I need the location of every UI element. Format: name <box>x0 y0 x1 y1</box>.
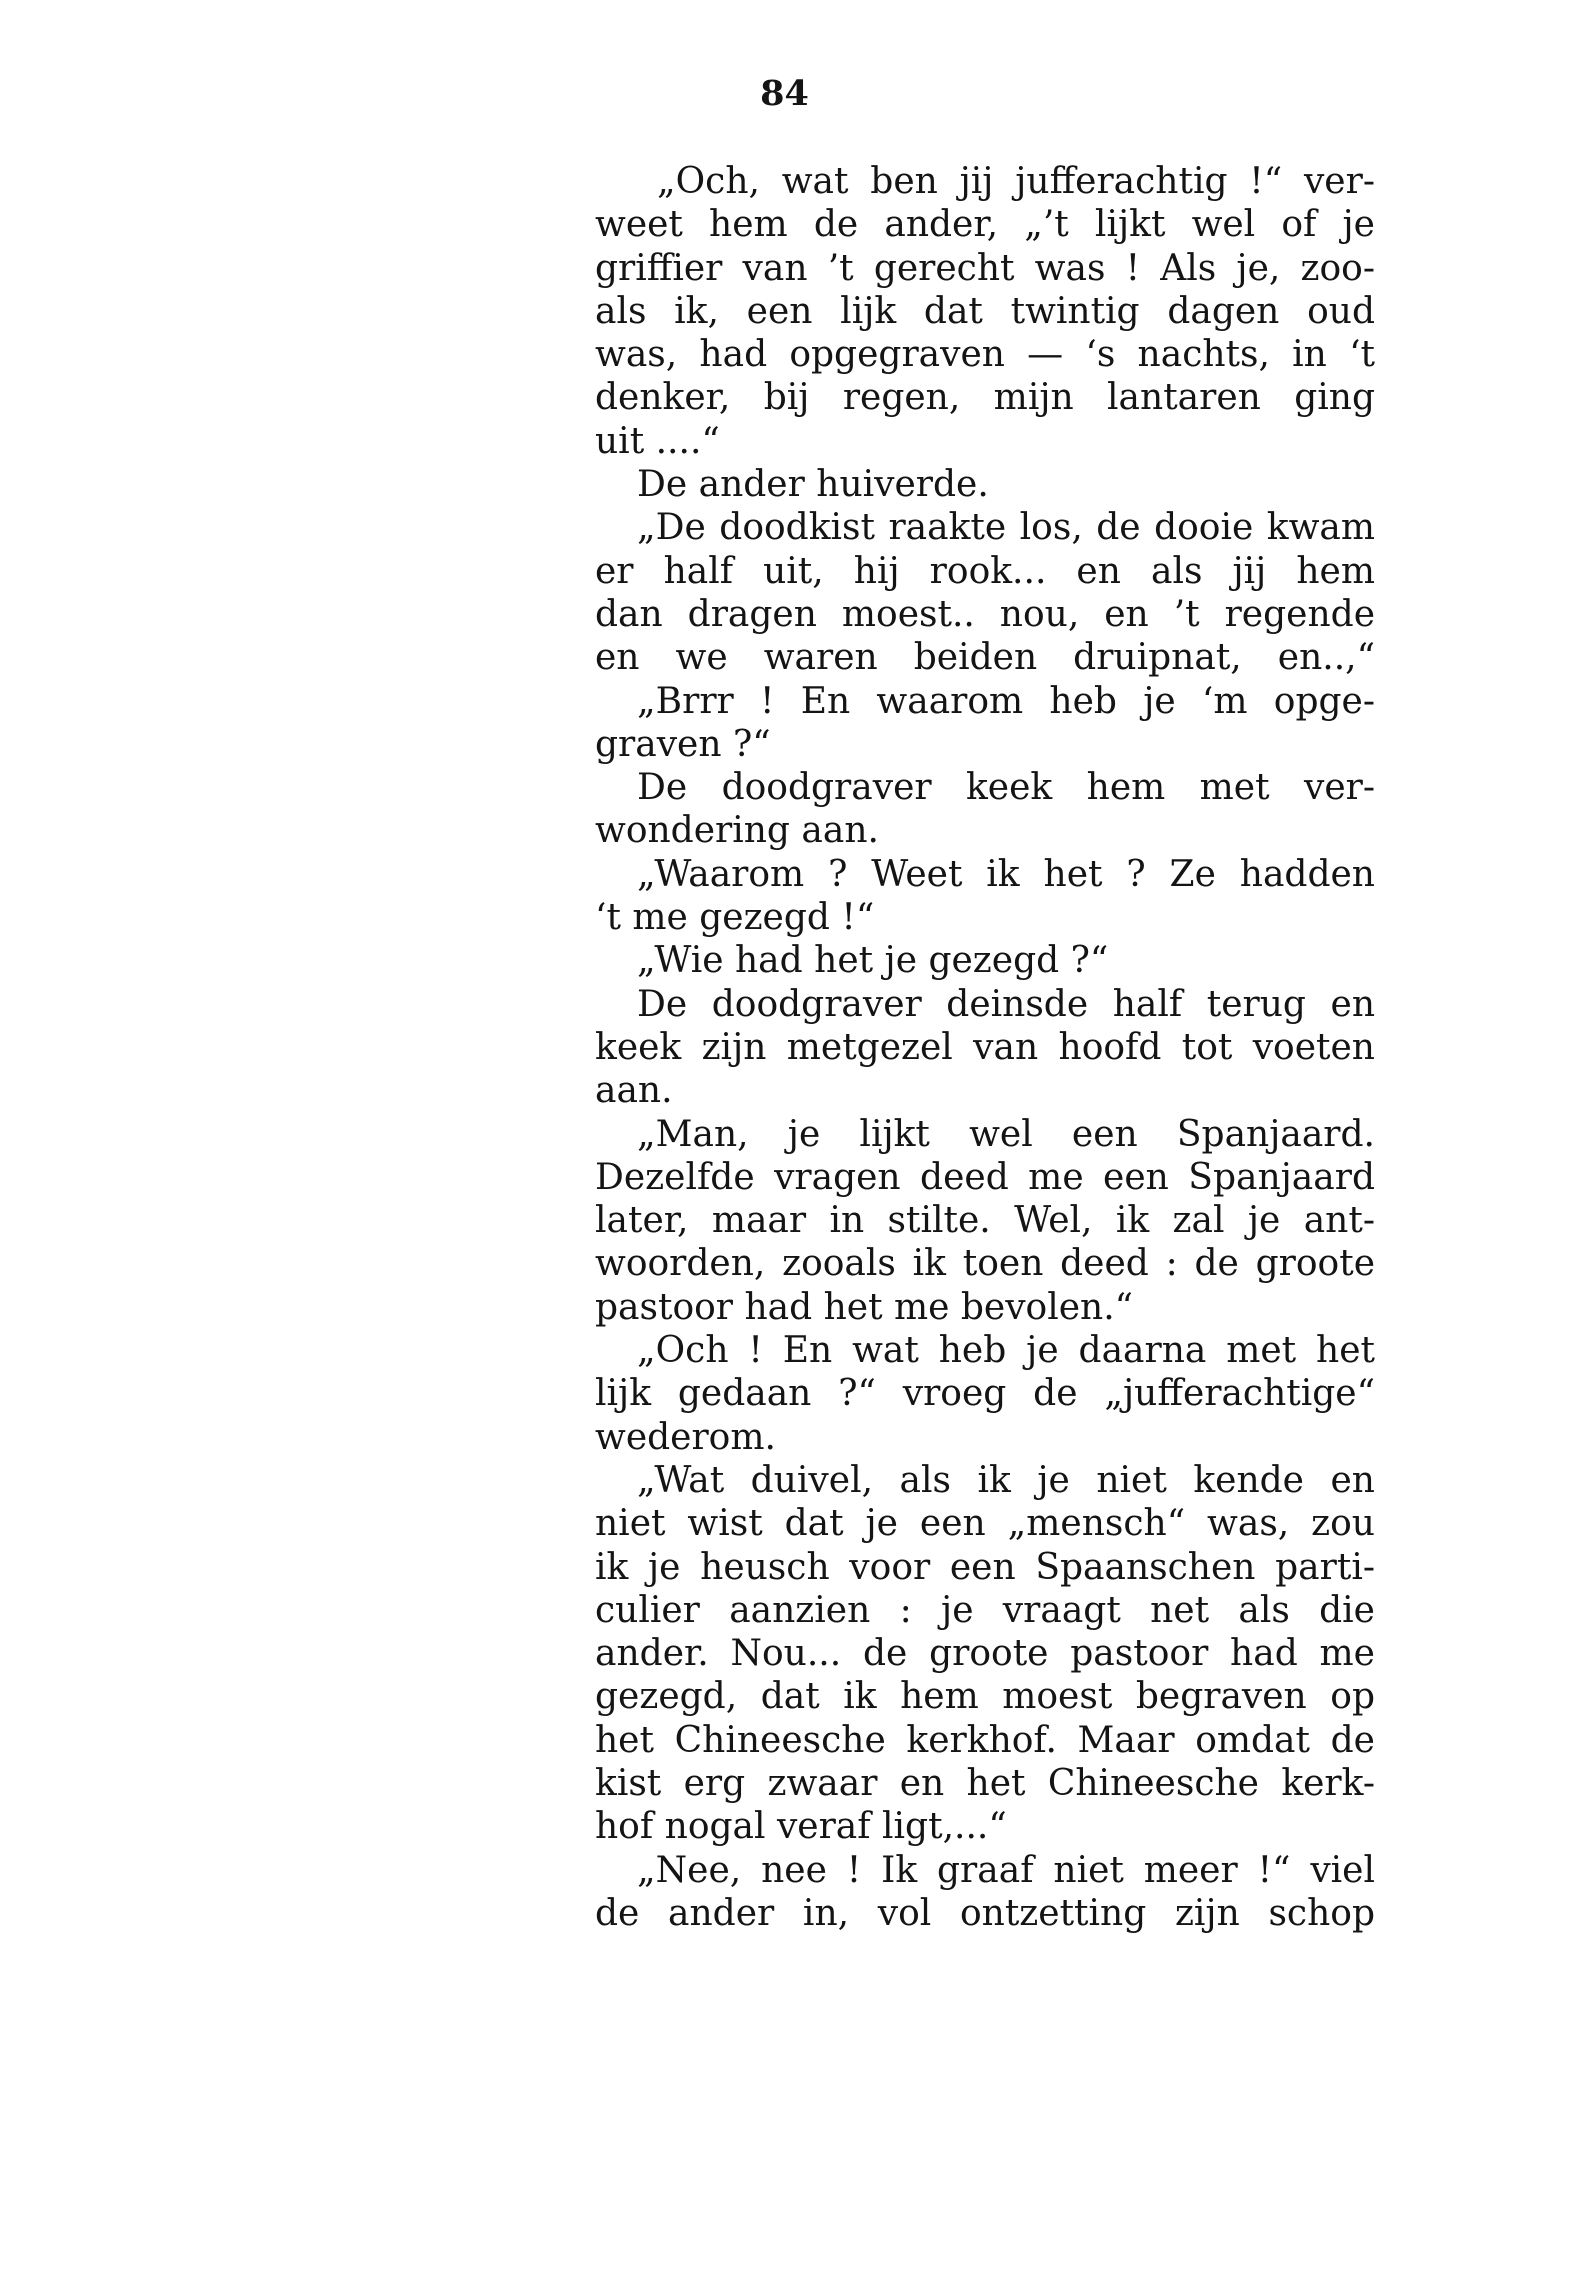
text-line: culier aanzien : je vraagt net als die <box>595 1589 1375 1631</box>
text-line: ander. Nou... de groote pastoor had me <box>595 1633 1375 1675</box>
text-line: dan dragen moest.. nou, en ’t regende <box>595 593 1375 635</box>
text-line: De ander huiverde. <box>637 464 989 506</box>
text-line: „De doodkist raakte los, de dooie kwam <box>637 507 1375 549</box>
text-line: wondering aan. <box>595 810 879 852</box>
text-line: wederom. <box>595 1416 776 1458</box>
text-line: later, maar in stilte. Wel, ik zal je ant- <box>595 1200 1375 1242</box>
body-text <box>595 160 1375 1935</box>
text-line: gezegd, dat ik hem moest begraven op <box>595 1676 1375 1718</box>
text-line: lijk gedaan ?“ vroeg de „jufferachtige“ <box>595 1373 1375 1415</box>
text-line: griffier van ’t gerecht was ! Als je, zoo- <box>595 247 1375 289</box>
text-line: niet wist dat je een „mensch“ was, zou <box>595 1503 1375 1545</box>
text-line: de ander in, vol ontzetting zijn schop <box>595 1892 1375 1934</box>
text-line: hof nogal veraf ligt,...“ <box>595 1806 1007 1848</box>
text-line: ‘t me gezegd !“ <box>595 897 875 939</box>
text-line: De doodgraver deinsde half terug en <box>637 983 1375 1025</box>
text-line: weet hem de ander, „’t lijkt wel of je <box>595 204 1375 246</box>
text-line: „Nee, nee ! Ik graaf niet meer !“ viel <box>637 1849 1375 1891</box>
text-line: pastoor had het me bevolen.“ <box>595 1286 1134 1328</box>
text-line: er half uit, hij rook... en als jij hem <box>595 550 1375 592</box>
text-line: „Waarom ? Weet ik het ? Ze hadden <box>637 853 1375 895</box>
text-line: was, had opgegraven — ‘s nachts, in ‘t <box>595 334 1375 376</box>
text-line: „Man, je lijkt wel een Spanjaard. <box>637 1113 1375 1155</box>
text-line: als ik, een lijk dat twintig dagen oud <box>595 290 1375 332</box>
text-line: De doodgraver keek hem met ver- <box>637 767 1375 809</box>
text-line: keek zijn metgezel van hoofd tot voeten <box>595 1026 1375 1068</box>
text-line: Dezelfde vragen deed me een Spanjaard <box>595 1156 1375 1198</box>
text-line: „Brrr ! En waarom heb je ‘m opge- <box>637 680 1375 722</box>
text-line: „Wat duivel, als ik je niet kende en <box>637 1459 1375 1501</box>
text-line: en we waren beiden druipnat, en..,“ <box>595 637 1375 679</box>
text-line: woorden, zooals ik toen deed : de groote <box>595 1243 1375 1285</box>
text-line: „Och ! En wat heb je daarna met het <box>637 1330 1375 1372</box>
text-line: aan. <box>595 1070 673 1112</box>
text-line: graven ?“ <box>595 723 771 765</box>
page-number: 84 <box>760 73 809 114</box>
text-line: denker, bij regen, mijn lantaren ging <box>595 377 1375 419</box>
text-line: ik je heusch voor een Spaanschen parti- <box>595 1546 1375 1588</box>
text-line: uit ....“ <box>595 420 720 462</box>
text-line: „Wie had het je gezegd ?“ <box>637 940 1109 982</box>
text-line: „Och, wat ben jij jufferachtig !“ ver- <box>657 161 1375 202</box>
text-line: kist erg zwaar en het Chineesche kerk- <box>595 1762 1375 1804</box>
text-line: het Chineesche kerkhof. Maar omdat de <box>595 1719 1375 1761</box>
